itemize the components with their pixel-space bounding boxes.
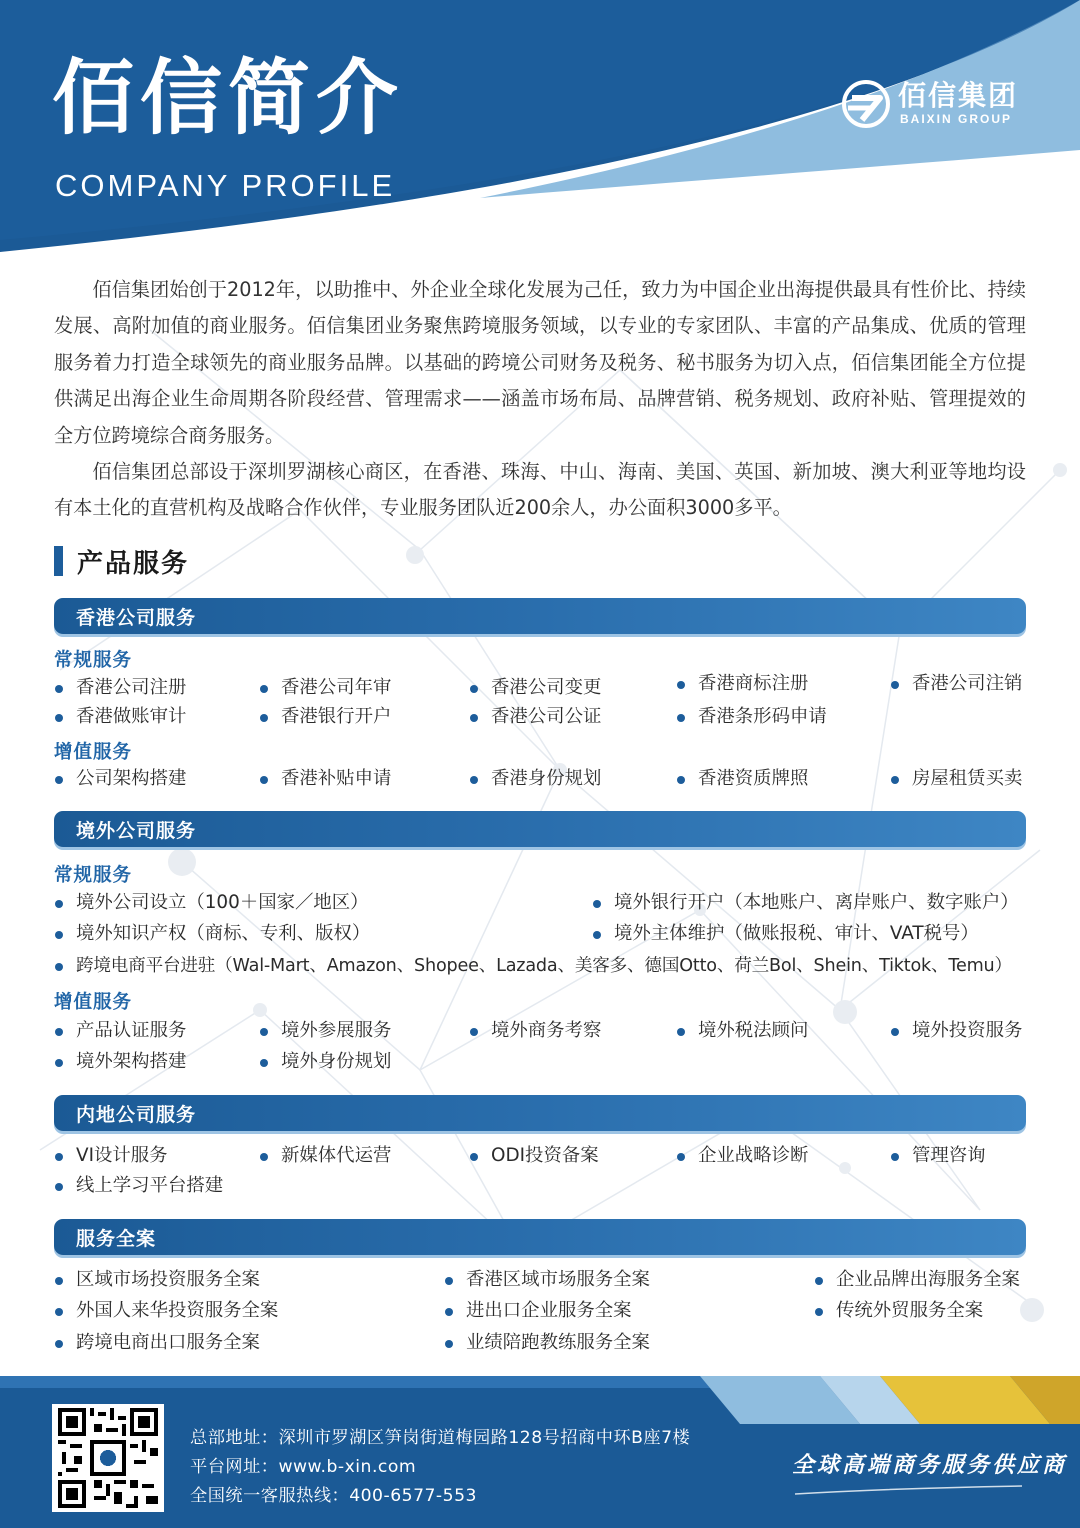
list-item: 境外投资服务 <box>890 1019 1022 1043</box>
list-item: 香港补贴申请 <box>259 767 391 791</box>
list-item: 境外公司设立（100＋国家／地区） <box>54 891 369 915</box>
list-item: 进出口企业服务全案 <box>444 1299 632 1323</box>
list-item: 新媒体代运营 <box>259 1144 391 1168</box>
list-item: 公司架构搭建 <box>54 767 186 791</box>
list-item: 境外商务考察 <box>469 1019 601 1043</box>
list-item: 境外参展服务 <box>259 1019 391 1043</box>
list-item: 跨境电商出口服务全案 <box>54 1331 260 1355</box>
list-item: ODI投资备案 <box>469 1144 599 1168</box>
list-item: 企业战略诊断 <box>676 1144 808 1168</box>
list-item: 区域市场投资服务全案 <box>54 1268 260 1292</box>
list-item: 香港身份规划 <box>469 767 601 791</box>
qr-code-icon <box>56 1408 160 1508</box>
list-item: 香港公司注销 <box>890 672 1022 696</box>
list-item: 香港公司变更 <box>469 676 601 700</box>
page-subtitle: COMPANY PROFILE <box>55 168 396 203</box>
section-heading-products <box>54 545 189 577</box>
list-item: 香港公司年审 <box>259 676 391 700</box>
qr-code <box>52 1404 164 1512</box>
banner-title: 服务全案 <box>76 1228 157 1250</box>
list-item: 香港条形码申请 <box>676 705 827 729</box>
list-item: 香港公司公证 <box>469 705 601 729</box>
intro-paragraph-1: 佰信集团始创于2012年，以助推中、外企业全球化发展为己任，致力为中国企业出海提供最具有性价比、持续发展、高附加值的商业服务。佰信集团业务聚焦跨境服务领域，以专业的专家团队、丰富的产品集成、优质的管理服务着力打造全球领先的商业服务品牌。以基础的跨境公司财务及税务、秘书服务为切入点，佰信集团能全方位提供满足出海企业生命周期各阶段经营、管理需求——涵盖市场布局、品牌营销、税务规划、政府补贴、管理提效的全方位跨境综合商务服务。 <box>54 278 1026 447</box>
list-item: 香港银行开户 <box>259 705 391 729</box>
section-heading-text: 产品服务 <box>77 548 190 579</box>
banner-hk-company-services <box>54 598 1026 634</box>
banner-title: 香港公司服务 <box>76 607 197 629</box>
list-item: 产品认证服务 <box>54 1019 186 1043</box>
logo-text-cn: 佰信集团 <box>898 79 1019 112</box>
list-item: 企业品牌出海服务全案 <box>814 1268 1020 1292</box>
banner-service-solutions <box>54 1219 1026 1255</box>
footer-website[interactable]: 平台网址：www.b-xin.com <box>190 1457 417 1477</box>
list-item: 香港做账审计 <box>54 705 186 729</box>
section-heading-bar <box>54 546 63 576</box>
footer-slogan: 全球高端商务服务供应商 <box>792 1452 1068 1478</box>
list-item: 香港资质牌照 <box>676 767 808 791</box>
subhead-hk-value-added: 增值服务 <box>54 742 133 763</box>
banner-title: 境外公司服务 <box>76 820 197 842</box>
list-item: 境外银行开户（本地账户、离岸账户、数字账户） <box>592 891 1019 915</box>
company-introduction <box>54 272 1026 527</box>
list-item: 房屋租赁买卖 <box>890 767 1022 791</box>
list-item: 跨境电商平台进驻（Wal-Mart、Amazon、Shopee、Lazada、美客多、德国Otto、荷兰Bol、Shein、Tiktok、Temu） <box>54 954 1012 978</box>
list-item: 外国人来华投资服务全案 <box>54 1299 278 1323</box>
list-item: 境外主体维护（做账报税、审计、VAT税号） <box>592 922 979 946</box>
list-item: 香港区域市场服务全案 <box>444 1268 650 1292</box>
logo-mark-icon <box>842 80 892 128</box>
footer-address: 总部地址：深圳市罗湖区笋岗街道梅园路128号招商中环B座7楼 <box>190 1428 691 1448</box>
list-item: 香港公司注册 <box>54 676 186 700</box>
subhead-hk-regular: 常规服务 <box>54 650 133 671</box>
list-item: 境外知识产权（商标、专利、版权） <box>54 922 370 946</box>
banner-mainland-company-services <box>54 1095 1026 1131</box>
footer-hotline: 全国统一客服热线：400-6577-553 <box>190 1486 477 1506</box>
banner-title: 内地公司服务 <box>76 1104 197 1126</box>
list-item: 线上学习平台搭建 <box>54 1174 223 1198</box>
list-item: VI设计服务 <box>54 1144 168 1168</box>
intro-paragraph-2: 佰信集团总部设于深圳罗湖核心商区，在香港、珠海、中山、海南、美国、英国、新加坡、澳大利亚等地均设有本土化的直营机构及战略合作伙伴，专业服务团队近200余人，办公面积3000多平。 <box>54 460 1026 520</box>
list-item: 境外架构搭建 <box>54 1050 186 1074</box>
subhead-overseas-value-added: 增值服务 <box>54 992 133 1013</box>
list-item: 境外身份规划 <box>259 1050 391 1074</box>
banner-overseas-company-services <box>54 811 1026 847</box>
list-item: 业绩陪跑教练服务全案 <box>444 1331 650 1355</box>
list-item: 香港商标注册 <box>676 672 808 696</box>
logo-text-en: BAIXIN GROUP <box>900 112 1013 126</box>
company-logo <box>842 80 1042 132</box>
subhead-overseas-regular: 常规服务 <box>54 865 133 886</box>
page-title: 佰信简介 <box>52 51 405 146</box>
list-item: 管理咨询 <box>890 1144 986 1168</box>
list-item: 境外税法顾问 <box>676 1019 808 1043</box>
list-item: 传统外贸服务全案 <box>814 1299 983 1323</box>
